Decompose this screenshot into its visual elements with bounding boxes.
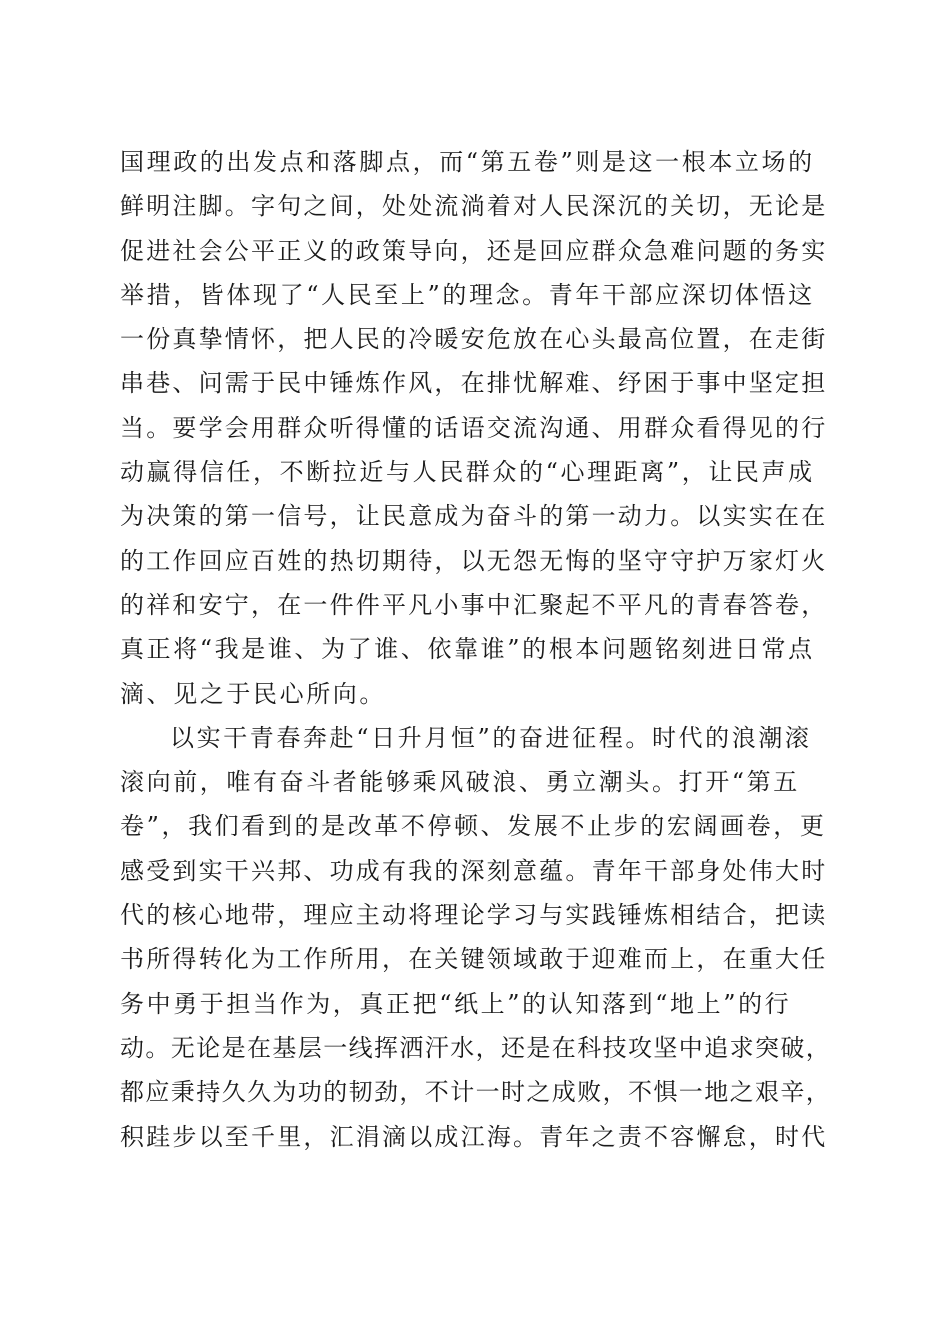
- text-line: 当。要学会用群众听得懂的话语交流沟通、用群众看得见的行: [120, 413, 828, 442]
- text-line: 滴、见之于民心所向。: [120, 679, 386, 708]
- text-line: 串巷、问需于民中锤炼作风，在排忧解难、纾困于事中坚定担: [120, 369, 828, 398]
- document-body: [120, 140, 832, 1159]
- paragraph: [120, 140, 832, 716]
- text-line: 以实干青春奔赴“日升月恒”的奋进征程。时代的浪潮滚: [170, 723, 812, 752]
- text-line: 的祥和安宁，在一件件平凡小事中汇聚起不平凡的青春答卷，: [120, 590, 828, 619]
- text-line: 务中勇于担当作为，真正把“纸上”的认知落到“地上”的行: [120, 989, 792, 1018]
- text-line: 卷”，我们看到的是改革不停顿、发展不止步的宏阔画卷，更: [120, 812, 827, 841]
- paragraph: [120, 716, 832, 1159]
- text-line: 都应秉持久久为功的韧劲，不计一时之成败，不惧一地之艰辛，: [120, 1078, 832, 1107]
- text-line: 滚向前，唯有奋斗者能够乘风破浪、勇立潮头。打开“第五: [120, 768, 800, 797]
- text-line: 一份真挚情怀，把人民的冷暖安危放在心头最高位置，在走街: [120, 325, 828, 354]
- text-line: 代的核心地带，理应主动将理论学习与实践锤炼相结合，把读: [120, 901, 828, 930]
- text-line: 动赢得信任，不断拉近与人民群众的“心理距离”，让民声成: [120, 458, 815, 487]
- text-line: 的工作回应百姓的热切期待，以无怨无悔的坚守守护万家灯火: [120, 546, 828, 575]
- text-line: 举措，皆体现了“人民至上”的理念。青年干部应深切体悟这: [120, 280, 815, 309]
- text-line: 积跬步以至千里，汇涓滴以成江海。青年之责不容懈怠，时代: [120, 1122, 828, 1151]
- text-line: 鲜明注脚。字句之间，处处流淌着对人民深沉的关切，无论是: [120, 192, 828, 221]
- text-line: 动。无论是在基层一线挥洒汗水，还是在科技攻坚中追求突破，: [120, 1033, 832, 1062]
- text-line: 为决策的第一信号，让民意成为奋斗的第一动力。以实实在在: [120, 502, 828, 531]
- text-line: 书所得转化为工作所用，在关键领域敢于迎难而上，在重大任: [120, 945, 828, 974]
- text-line: 国理政的出发点和落脚点，而“第五卷”则是这一根本立场的: [120, 148, 815, 176]
- text-line: 感受到实干兴邦、功成有我的深刻意蕴。青年干部身处伟大时: [120, 856, 828, 885]
- text-line: 真正将“我是谁、为了谁、依靠谁”的根本问题铭刻进日常点: [120, 635, 815, 664]
- text-line: 促进社会公平正义的政策导向，还是回应群众急难问题的务实: [120, 236, 828, 265]
